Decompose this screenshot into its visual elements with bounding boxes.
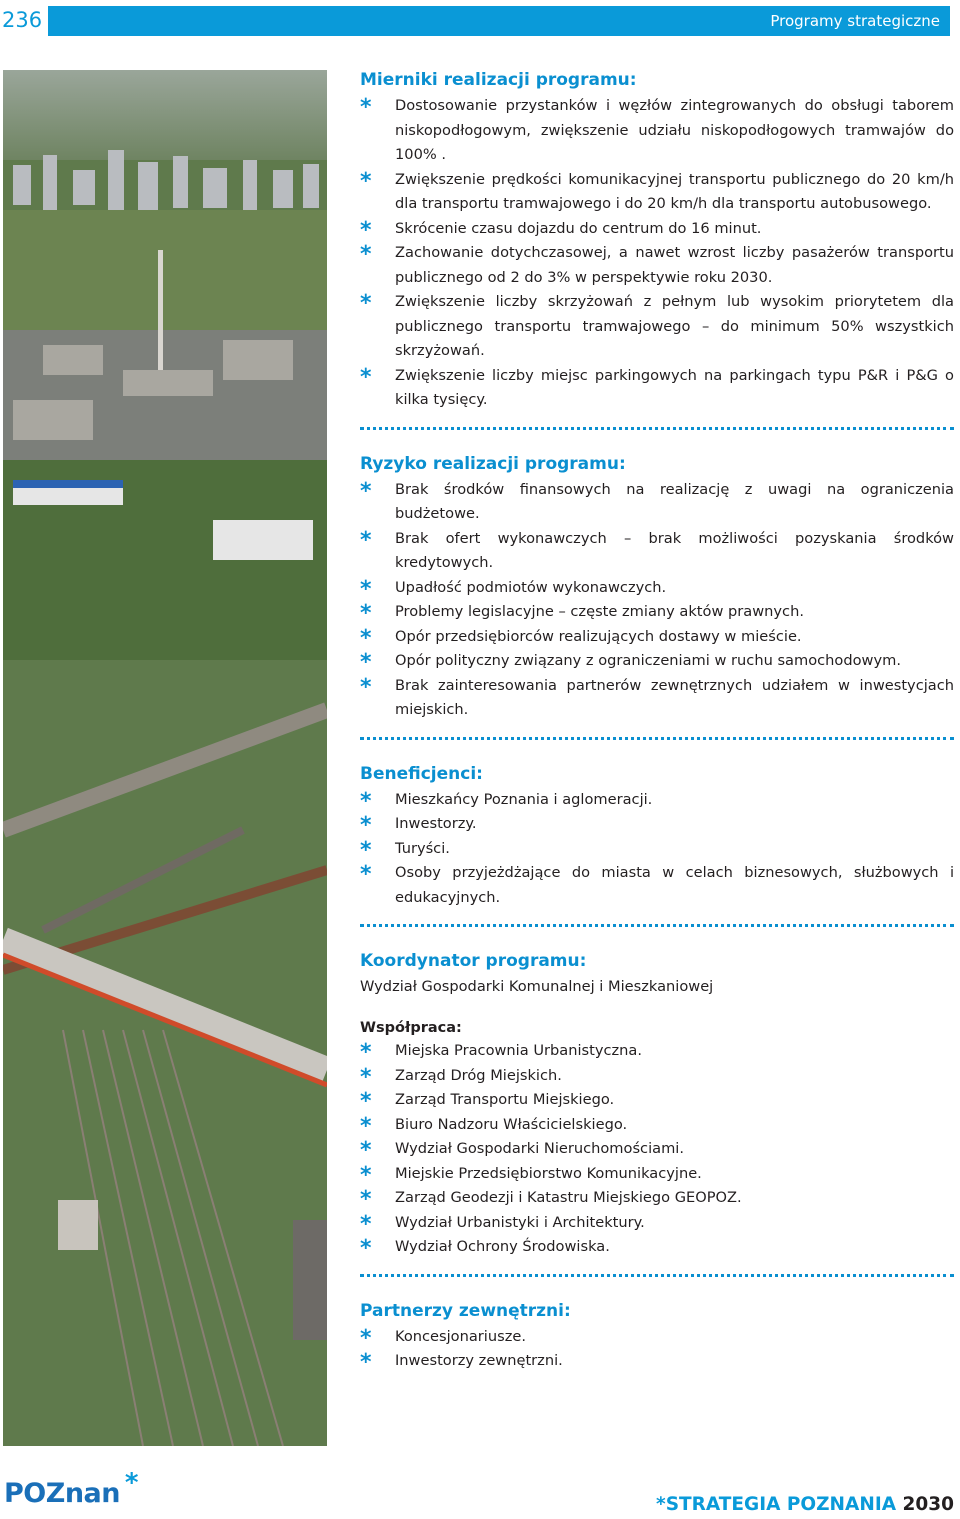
asterisk-bullet-icon: * xyxy=(360,813,372,838)
strategy-prefix: *STRATEGIA POZNANIA xyxy=(656,1494,897,1515)
section-ryzyko xyxy=(360,452,954,723)
list-item xyxy=(360,1349,954,1374)
list-item xyxy=(360,1039,954,1064)
list-item xyxy=(360,674,954,723)
bullet-list xyxy=(360,478,954,723)
list-item xyxy=(360,1325,954,1350)
page-number: 236 xyxy=(2,8,43,32)
list-item xyxy=(360,1088,954,1113)
list-item xyxy=(360,1064,954,1089)
list-item-text: Biuro Nadzoru Właścicielskiego. xyxy=(395,1115,628,1133)
list-item xyxy=(360,290,954,364)
header-title: Programy strategiczne xyxy=(770,12,940,30)
asterisk-bullet-icon: * xyxy=(360,788,372,814)
list-item-text: Zwiększenie liczby skrzyżowań z pełnym lub wysokim priorytetem dla publicznego transportu tramwajowego – do minimum 50% wszystkich skrzyżowań. xyxy=(395,293,954,359)
list-item-text: Turyści. xyxy=(395,839,450,857)
asterisk-bullet-icon: * xyxy=(360,168,372,194)
list-item-text: Opór polityczny związany z ograniczeniami w ruchu samochodowym. xyxy=(395,652,901,669)
list-item-text: Osoby przyjeżdżające do miasta w celach biznesowych, służbowych i edukacyjnych. xyxy=(395,864,954,906)
list-item xyxy=(360,625,954,650)
asterisk-bullet-icon: * xyxy=(360,1040,372,1065)
list-item xyxy=(360,812,954,837)
asterisk-logo-icon: * xyxy=(124,1468,138,1498)
list-item-text: Zwiększenie prędkości komunikacyjnej transportu publicznego do 20 km/h dla transportu tramwajowego i do 20 km/h dla transportu autobusowego. xyxy=(395,170,954,212)
list-item xyxy=(360,1211,954,1236)
section-title: Ryzyko realizacji programu: xyxy=(360,453,626,474)
list-item-text: Upadłość podmiotów wykonawczych. xyxy=(395,578,667,596)
list-item xyxy=(360,217,954,242)
asterisk-bullet-icon: * xyxy=(360,364,372,390)
asterisk-bullet-icon: * xyxy=(360,1350,372,1375)
asterisk-bullet-icon: * xyxy=(360,862,372,887)
cooperation-title: Współpraca: xyxy=(360,1020,462,1036)
dotted-divider xyxy=(360,924,954,927)
coordinator-name: Wydział Gospodarki Komunalnej i Mieszkaniowej xyxy=(360,978,714,995)
dotted-divider xyxy=(360,737,954,740)
logo-text: POZnan xyxy=(4,1478,120,1509)
list-item xyxy=(360,1137,954,1162)
asterisk-bullet-icon: * xyxy=(360,1211,372,1237)
asterisk-bullet-icon: * xyxy=(360,1113,372,1139)
strategy-footer xyxy=(656,1494,954,1515)
list-item xyxy=(360,241,954,290)
asterisk-bullet-icon: * xyxy=(360,1162,372,1188)
list-item-text: Brak ofert wykonawczych – brak możliwości pozyskania środków kredytowych. xyxy=(395,529,954,571)
list-item xyxy=(360,788,954,813)
list-item xyxy=(360,527,954,576)
list-item-text: Mieszkańcy Poznania i aglomeracji. xyxy=(395,790,653,808)
list-item-text: Zarząd Dróg Miejskich. xyxy=(395,1066,562,1084)
bullet-list xyxy=(360,94,954,413)
list-item-text: Zarząd Transportu Miejskiego. xyxy=(395,1091,615,1108)
asterisk-bullet-icon: * xyxy=(360,217,372,243)
list-item xyxy=(360,1186,954,1211)
list-item-text: Wydział Urbanistyki i Architektury. xyxy=(395,1213,645,1231)
aerial-city-photo xyxy=(3,70,327,1446)
section-beneficjenci xyxy=(360,762,954,911)
dotted-divider xyxy=(360,1274,954,1277)
list-item-text: Inwestorzy. xyxy=(395,815,477,832)
asterisk-bullet-icon: * xyxy=(360,95,372,120)
list-item-text: Skrócenie czasu dojazdu do centrum do 16 minut. xyxy=(395,219,762,237)
section-title: Mierniki realizacji programu: xyxy=(360,70,637,90)
list-item xyxy=(360,1113,954,1138)
bullet-list xyxy=(360,788,954,911)
section-title: Koordynator programu: xyxy=(360,951,587,971)
list-item-text: Brak zainteresowania partnerów zewnętrznych udziałem w inwestycjach miejskich. xyxy=(395,676,954,718)
section-koordynator xyxy=(360,949,954,1260)
poznan-logo xyxy=(4,1468,138,1518)
list-item xyxy=(360,837,954,862)
section-title: Beneficjenci: xyxy=(360,763,483,784)
bullet-list xyxy=(360,1039,954,1260)
asterisk-bullet-icon: * xyxy=(360,478,372,504)
list-item xyxy=(360,478,954,527)
list-item-text: Opór przedsiębiorców realizujących dostawy w mieście. xyxy=(395,627,802,645)
asterisk-bullet-icon: * xyxy=(360,291,372,316)
list-item-text: Wydział Ochrony Środowiska. xyxy=(395,1238,610,1255)
list-item-text: Miejska Pracownia Urbanistyczna. xyxy=(395,1042,642,1059)
section-title: Partnerzy zewnętrzni: xyxy=(360,1300,571,1321)
list-item xyxy=(360,168,954,217)
list-item xyxy=(360,861,954,910)
list-item xyxy=(360,1235,954,1260)
asterisk-bullet-icon: * xyxy=(360,576,372,602)
content-column xyxy=(360,68,954,1374)
asterisk-bullet-icon: * xyxy=(360,625,372,651)
bullet-list xyxy=(360,1325,954,1374)
list-item-text: Brak środków finansowych na realizację z uwagi na ograniczenia budżetowe. xyxy=(395,480,954,522)
list-item-text: Dostosowanie przystanków i węzłów zintegrowanych do obsługi taborem niskopodłogowym, zwiększenie udziału niskopodłogowych tramwajów do 100% . xyxy=(395,97,954,163)
list-item-text: Inwestorzy zewnętrzni. xyxy=(395,1352,563,1369)
asterisk-bullet-icon: * xyxy=(360,650,372,675)
asterisk-bullet-icon: * xyxy=(360,1064,372,1090)
asterisk-bullet-icon: * xyxy=(360,674,372,700)
list-item xyxy=(360,1162,954,1187)
asterisk-bullet-icon: * xyxy=(360,242,372,267)
list-item-text: Problemy legislacyjne – częste zmiany aktów prawnych. xyxy=(395,603,804,620)
list-item-text: Zachowanie dotychczasowej, a nawet wzrost liczby pasażerów transportu publicznego od 2 do 3% w perspektywie roku 2030. xyxy=(395,244,954,286)
list-item-text: Wydział Gospodarki Nieruchomościami. xyxy=(395,1140,684,1157)
list-item xyxy=(360,364,954,413)
asterisk-bullet-icon: * xyxy=(360,1138,372,1163)
section-partnerzy xyxy=(360,1299,954,1374)
asterisk-bullet-icon: * xyxy=(360,837,372,863)
section-mierniki xyxy=(360,68,954,413)
asterisk-bullet-icon: * xyxy=(360,1325,372,1351)
dotted-divider xyxy=(360,427,954,430)
asterisk-bullet-icon: * xyxy=(360,1089,372,1114)
asterisk-bullet-icon: * xyxy=(360,527,372,553)
asterisk-bullet-icon: * xyxy=(360,1187,372,1212)
list-item-text: Zarząd Geodezji i Katastru Miejskiego GEOPOZ. xyxy=(395,1189,742,1206)
list-item xyxy=(360,94,954,168)
asterisk-bullet-icon: * xyxy=(360,601,372,626)
asterisk-bullet-icon: * xyxy=(360,1236,372,1261)
list-item-text: Miejskie Przedsiębiorstwo Komunikacyjne. xyxy=(395,1164,702,1182)
strategy-year: 2030 xyxy=(902,1494,954,1515)
list-item-text: Koncesjonariusze. xyxy=(395,1327,526,1345)
header-bar xyxy=(48,6,950,36)
list-item xyxy=(360,649,954,674)
list-item xyxy=(360,600,954,625)
list-item xyxy=(360,576,954,601)
list-item-text: Zwiększenie liczby miejsc parkingowych na parkingach typu P&R i P&G o kilka tysięcy. xyxy=(395,366,954,408)
